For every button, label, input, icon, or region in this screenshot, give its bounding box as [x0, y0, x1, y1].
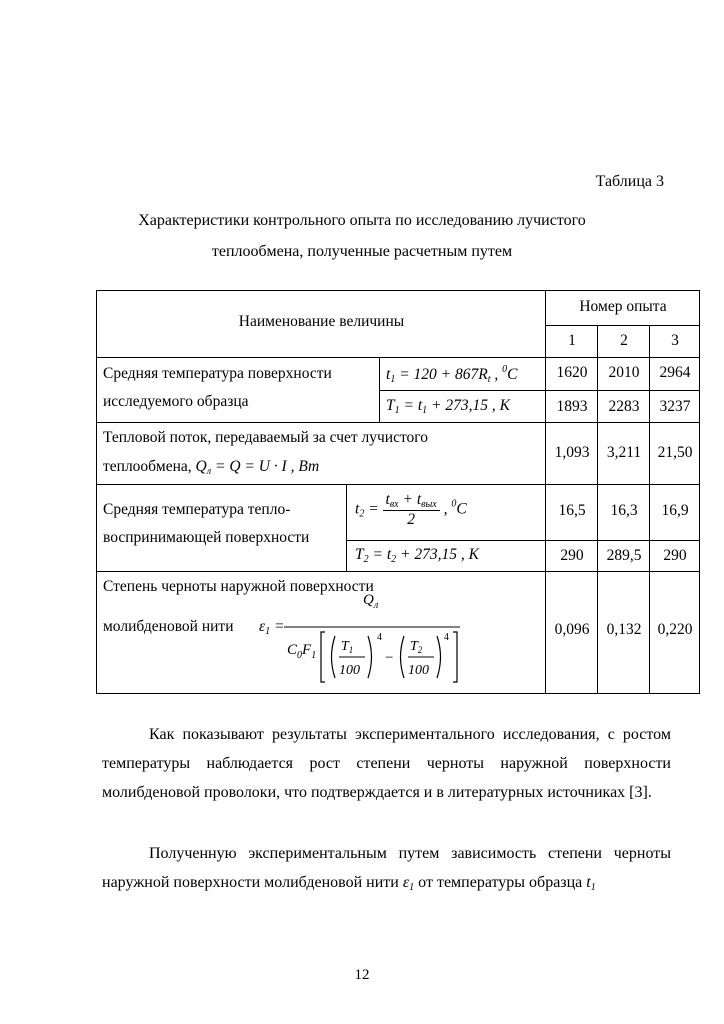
value: 290	[560, 547, 584, 564]
exp-number: 1	[568, 332, 576, 349]
value: 1,093	[554, 444, 590, 461]
row4-label-line2: молибденовой нити	[103, 618, 234, 635]
value-cell	[650, 423, 700, 485]
value-cell	[598, 541, 650, 572]
svg-text:T1: $T_1$	[341, 639, 354, 655]
value-cell	[650, 485, 700, 541]
row2-label-line1: Тепловой поток, передаваемый за счет лучистого	[103, 429, 429, 446]
data-table	[96, 290, 700, 694]
value: 3237	[659, 398, 691, 415]
value: 3,211	[606, 444, 642, 461]
value-cell	[650, 391, 700, 423]
row3-formula-b-cell	[347, 541, 546, 572]
svg-text:−: −	[385, 650, 394, 666]
value: 2964	[659, 364, 691, 381]
row3-label-cell	[97, 485, 347, 572]
value-cell	[546, 423, 598, 485]
value: 290	[663, 547, 687, 564]
value-cell	[598, 572, 650, 694]
value: 0,096	[554, 621, 590, 638]
svg-text:T2: $T_2$	[410, 639, 423, 655]
value-cell	[598, 423, 650, 485]
svg-text:C0F1: $C_0F_1$	[287, 642, 317, 661]
header-exp-cell	[546, 291, 700, 326]
row1-label-line2: исследуемого образца	[103, 393, 249, 410]
value: 16,9	[661, 502, 689, 519]
value: 289,5	[606, 547, 642, 564]
value-cell	[546, 391, 598, 423]
value: 16,5	[558, 502, 586, 519]
row3-formula-a-cell	[347, 485, 546, 541]
paragraph-1: Как показывают результаты экспериментального исследования, с ростом температуры наблюдается рост степени черноты наружной поверхности молибденовой проволоки, что подтверждается и в литературных источниках [3].	[102, 726, 671, 801]
value: 1620	[556, 364, 588, 381]
value-cell	[650, 541, 700, 572]
row1-label-line1: Средняя температура поверхности	[103, 365, 332, 382]
value: 1893	[556, 398, 588, 415]
value: 21,50	[657, 444, 693, 461]
svg-text:100: 100	[339, 663, 360, 678]
emissivity-lhs: $\varepsilon_1$ =	[259, 618, 285, 637]
svg-text:Qл: $Q_л$	[363, 592, 379, 611]
table-title-line2: теплообмена, полученные расчетным путем	[211, 243, 513, 260]
exp-number: 2	[620, 332, 628, 349]
row1-formula-a-cell	[380, 358, 546, 391]
emissivity-formula	[97, 572, 537, 694]
value-cell	[546, 358, 598, 391]
value: 0,132	[606, 621, 642, 638]
paragraph-2: Полученную экспериментальным путем зависимость степени черноты наружной поверхности молибденовой нити $\varepsilon_1$ от температуры образца $t_1$	[102, 845, 671, 893]
row2-label-line2: теплообмена, $Q_л = Q = U \cdot I$ , Вт	[103, 458, 320, 477]
row3-label-line2: воспринимающей поверхности	[103, 529, 310, 546]
value-cell	[650, 572, 700, 694]
svg-text:100: 100	[408, 663, 429, 678]
exp-num-cell	[598, 326, 650, 358]
header-exp: Номер опыта	[579, 298, 667, 315]
value-cell	[598, 358, 650, 391]
value-cell	[546, 485, 598, 541]
exp-num-cell	[546, 326, 598, 358]
row2-label-cell	[97, 423, 546, 485]
mean-temp-fraction: $\frac{t_{вх} + t_{вых}}{2}$	[383, 491, 440, 529]
header-name-cell	[97, 291, 546, 358]
value-cell	[598, 485, 650, 541]
row4-label-line1: Степень черноты наружной поверхности	[103, 578, 374, 595]
table-number: Таблица 3	[595, 173, 664, 190]
table-title-line1: Характеристики контрольного опыта по исследованию лучистого	[138, 212, 586, 229]
header-name: Наименование величины	[238, 313, 405, 330]
value-cell	[598, 391, 650, 423]
value-cell	[546, 572, 598, 694]
value: 0,220	[657, 621, 693, 638]
row1-formula-b-cell	[380, 391, 546, 423]
page-number: 12	[354, 967, 370, 983]
row1-formula-b: $T_1 = t_1 + 273,15$ , К	[386, 397, 510, 416]
heat-flux-formula: $Q_л = Q = U \cdot I$ , Вт	[195, 458, 320, 477]
exp-num-cell	[650, 326, 700, 358]
row3-formula-a: $t_2$ = $\frac{t_{вх} + t_{вых}}{2}$ , $^0$C	[355, 491, 467, 528]
value: 16,3	[610, 502, 638, 519]
value-cell	[546, 541, 598, 572]
value: 2283	[608, 398, 640, 415]
svg-text:4: 4	[444, 632, 449, 643]
row4-label-cell	[97, 572, 546, 694]
table-title	[0, 205, 724, 267]
row3-formula-b: $T_2 = t_2 + 273,15$ , К	[355, 546, 479, 565]
exp-number: 3	[671, 332, 679, 349]
value: 2010	[608, 364, 640, 381]
row1-label-cell	[97, 358, 380, 423]
value-cell	[650, 358, 700, 391]
row3-label-line1: Средняя температура тепло-	[103, 501, 291, 518]
svg-text:4: 4	[377, 632, 382, 643]
row1-formula-a: $t_1 = 120 + 867R_t$ , $^0$C	[386, 364, 518, 385]
